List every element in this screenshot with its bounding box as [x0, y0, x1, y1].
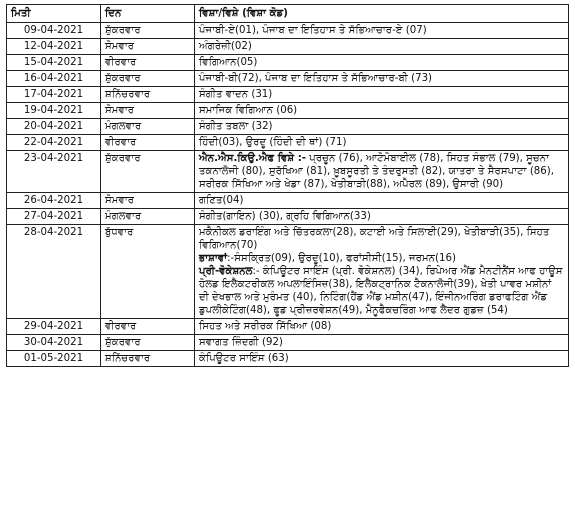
row-date: 26-04-2021: [7, 193, 101, 209]
row-subject: [195, 193, 569, 209]
subject-text: ਹਿੰਦੀ(03), ਉਰਦੂ (ਹਿੰਦੀ ਦੀ ਥਾਂ) (71): [199, 137, 347, 148]
row-date: 27-04-2021: [7, 209, 101, 225]
table-row: [7, 319, 569, 335]
row-day: ਵੀਰਵਾਰ: [101, 135, 195, 151]
row-subject: [195, 39, 569, 55]
row-subject: [195, 23, 569, 39]
row-date: 15-04-2021: [7, 55, 101, 71]
subject-paragraph: [199, 252, 564, 265]
row-subject: [195, 151, 569, 193]
subject-group-label: ਭਾਸ਼ਾਵਾਂ: [199, 253, 228, 264]
row-date: 29-04-2021: [7, 319, 101, 335]
row-day: ਮੰਗਲਵਾਰ: [101, 209, 195, 225]
header-row: [7, 5, 569, 23]
header-subject: ਵਿਸ਼ਾ/ਵਿਸ਼ੇ (ਵਿਸ਼ਾ ਕੋਡ): [195, 5, 569, 23]
subject-text: ਸਿਹਤ ਅਤੇ ਸਰੀਰਕ ਸਿੱਖਿਆ (08): [199, 321, 332, 332]
table-row: [7, 71, 569, 87]
row-date: 28-04-2021: [7, 225, 101, 319]
row-date: 16-04-2021: [7, 71, 101, 87]
row-date: 09-04-2021: [7, 23, 101, 39]
table-row: [7, 209, 569, 225]
row-day: ਮੰਗਲਵਾਰ: [101, 119, 195, 135]
header-date: ਮਿਤੀ: [7, 5, 101, 23]
row-day: ਵੀਰਵਾਰ: [101, 319, 195, 335]
table-row: [7, 39, 569, 55]
header-day: ਦਿਨ: [101, 5, 195, 23]
row-subject: [195, 319, 569, 335]
row-day: ਸ਼ੁੱਕਰਵਾਰ: [101, 23, 195, 39]
row-day: ਬੁੱਧਵਾਰ: [101, 225, 195, 319]
row-date: 17-04-2021: [7, 87, 101, 103]
subject-text: ਸੰਗੀਤ(ਗਾਇਨ) (30), ਗ੍ਰਹਿ ਵਿਗਿਆਨ(33): [199, 211, 371, 222]
table-row: [7, 87, 569, 103]
subject-text: ਪੰਜਾਬੀ-ਏ(01), ਪੰਜਾਬ ਦਾ ਇਤਿਹਾਸ ਤੇ ਸੱਭਿਆਚਾਰ-ਏ (07): [199, 25, 427, 36]
row-day: ਸੋਮਵਾਰ: [101, 39, 195, 55]
row-day: ਸ਼ੁੱਕਰਵਾਰ: [101, 335, 195, 351]
subject-text: ਸੰਗੀਤ ਤਬਲਾ (32): [199, 121, 273, 132]
row-subject: [195, 55, 569, 71]
row-subject: [195, 87, 569, 103]
row-date: 22-04-2021: [7, 135, 101, 151]
row-date: 30-04-2021: [7, 335, 101, 351]
subject-group-label: ਪ੍ਰੀ-ਵੋਕੇਸ਼ਨਲ: [199, 266, 253, 277]
row-date: 12-04-2021: [7, 39, 101, 55]
subject-text: ਗਣਿਤ(04): [199, 195, 244, 206]
row-day: ਸ਼ਨਿੱਚਰਵਾਰ: [101, 351, 195, 367]
subject-text: ਸਮਾਜਿਕ ਵਿਗਿਆਨ (06): [199, 105, 298, 116]
subject-text: ਪ੍ਰਚੂਨ (76), ਆਟੋਮੋਬਾਈਲ (78), ਸਿਹਤ ਸੰਭਾਲ (79), ਸੂਚਨਾ ਤਕਨਾਲੋਜੀ (80), ਸੁਰੱਖਿਆ (81), ਖ਼ੂਬਸੂਰਤੀ ਤੇ ਤੰਦਰੁਸਤੀ (82), ਯਾਤਰਾ ਤੇ ਸੈਰਸਪਾਟਾ (86), ਸਰੀਰਕ ਸਿੱਖਿਆ ਅਤੇ ਖੇਡਾ (87), ਖੇਤੀਬਾੜੀ(88), ਅਪੈਰਲ (89), ਉਸਾਰੀ (90): [199, 153, 554, 190]
row-subject: [195, 103, 569, 119]
subject-text: ਪੰਜਾਬੀ-ਬੀ(72), ਪੰਜਾਬ ਦਾ ਇਤਿਹਾਸ ਤੇ ਸੱਭਿਆਚਾਰ-ਬੀ (73): [199, 73, 433, 84]
subject-group-label: ਐਨ.ਐਸ.ਕਿਉ.ਐਫ ਵਿਸ਼ੇ :-: [199, 153, 307, 164]
row-date: 23-04-2021: [7, 151, 101, 193]
subject-text: ਮਕੈਨੀਕਲ ਡਰਾਇੰਗ ਅਤੇ ਚਿੱਤਰਕਲਾ(28), ਕਟਾਈ ਅਤੇ ਸਿਲਾਈ(29), ਖੇਤੀਬਾੜੀ(35), ਸਿਹਤ ਵਿਗਿਆਨ(70): [199, 227, 550, 251]
table-row: [7, 151, 569, 193]
subject-text: ਸਵਾਗਤ ਜ਼ਿੰਦਗੀ (92): [199, 337, 283, 348]
row-date: 20-04-2021: [7, 119, 101, 135]
row-subject: [195, 335, 569, 351]
table-row: [7, 23, 569, 39]
table-row: [7, 55, 569, 71]
row-date: 01-05-2021: [7, 351, 101, 367]
subject-paragraph: [199, 226, 564, 252]
row-subject: [195, 119, 569, 135]
subject-text: ਅੰਗਰੇਜ਼ੀ(02): [199, 41, 252, 52]
subject-text: :-ਸੰਸਕ੍ਰਿਤ(09), ਉਰਦੂ(10), ਫਰਾਂਸੀਸੀ(15), ਜਰਮਨ(16): [227, 253, 456, 264]
subject-paragraph: [199, 265, 564, 317]
table-row: [7, 351, 569, 367]
table-row: [7, 335, 569, 351]
row-day: ਸੋਮਵਾਰ: [101, 103, 195, 119]
row-subject: [195, 225, 569, 319]
subject-text: ਸੰਗੀਤ ਵਾਦਨ (31): [199, 89, 273, 100]
exam-schedule-table: [6, 4, 569, 367]
table-row: [7, 103, 569, 119]
row-day: ਵੀਰਵਾਰ: [101, 55, 195, 71]
row-subject: [195, 135, 569, 151]
row-subject: [195, 209, 569, 225]
row-day: ਸੋਮਵਾਰ: [101, 193, 195, 209]
table-row: [7, 119, 569, 135]
row-day: ਸ਼ੁੱਕਰਵਾਰ: [101, 71, 195, 87]
table-row: [7, 193, 569, 209]
row-subject: [195, 71, 569, 87]
subject-text: ਕੰਪਿਊਟਰ ਸਾਇੰਸ (63): [199, 353, 289, 364]
table-row: [7, 225, 569, 319]
row-day: ਸ਼ਨਿੱਚਰਵਾਰ: [101, 87, 195, 103]
row-subject: [195, 351, 569, 367]
table-row: [7, 135, 569, 151]
subject-text: ਵਿਗਿਆਨ(05): [199, 57, 258, 68]
row-day: ਸ਼ੁੱਕਰਵਾਰ: [101, 151, 195, 193]
row-date: 19-04-2021: [7, 103, 101, 119]
subject-text: :- ਕੰਪਿਊਟਰ ਸਾਇੰਸ (ਪ੍ਰੀ. ਵੋਕੇਸ਼ਨਲ) (34), ਰਿਪੇਅਰ ਐਂਡ ਮੈਨਟੀਨੈਂਸ ਆਫ ਹਾਊਸ ਹੋਲਡ ਇਲੈਕਟਰੀਕਲ ਅਪਲਾਇੰਸਿਜ਼(38), ਇਲੈਕਟ੍ਰਾਨਿਕ ਟੈਕਨਾਲੋਜੀ(39), ਖੇਤੀ ਪਾਵਰ ਮਸ਼ੀਨਾਂ ਦੀ ਦੇਖਭਾਲ ਅਤੇ ਮੁਰੰਮਤ (40), ਨਿਟਿੰਗ(ਹੈਂਡ ਐਂਡ ਮਸ਼ੀਨ(47), ਇੰਜੀਨਅਰਿੰਗ ਡਰਾਫਟਿੰਗ ਐਂਡ ਡੁਪਲੀਕੇਟਿੰਗ(48), ਫੂਡ ਪ੍ਰੀਜ਼ਰਵੇਸ਼ਨ(49), ਮੈਨੂਫੈਕਚਰਿੰਗ ਆਫ ਲੈਦਰ ਗੁਡਜ਼ (54): [199, 266, 563, 316]
